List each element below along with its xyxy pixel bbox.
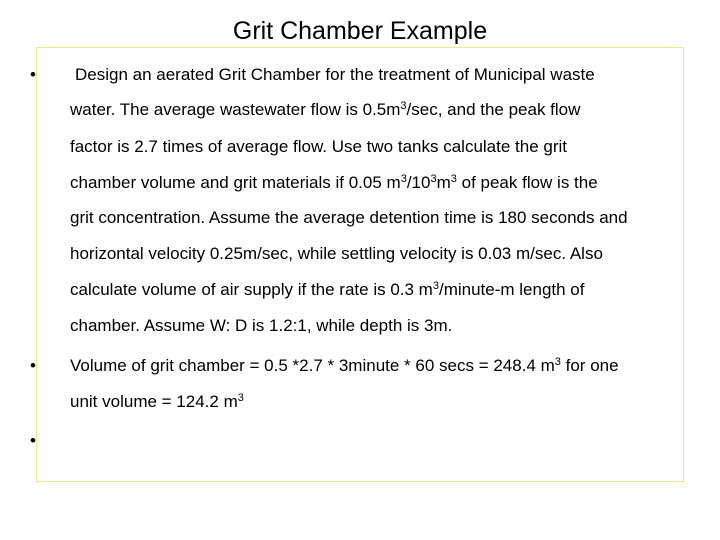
bullet1-line3: factor is 2.7 times of average flow. Use two tanks calculate the grit (70, 137, 568, 156)
bullet2-line2: unit volume = 124.2 $m^3$ (70, 392, 244, 411)
bullet1-line5: grit concentration. Assume the average detention time is 180 seconds and (70, 208, 628, 227)
bullet1-line4: chamber volume and grit materials if 0.05 $m^3/10^3m^3$ of peak flow is the (70, 173, 598, 192)
bullet1-line2: water. The average wastewater flow is $0.5m^3/\sec$, and the peak flow (70, 100, 581, 119)
bullet1-line8: chamber. Assume W: D is 1.2:1, while depth is 3m. (70, 316, 453, 335)
bullet-marker: • (30, 356, 36, 375)
bullet1-line7: calculate volume of air supply if the rate is 0.3 $m^3/minute-m$ length of (70, 280, 585, 299)
bullet-marker: • (30, 431, 36, 450)
bullet1-line1: Design an aerated Grit Chamber for the treatment of Municipal waste (75, 65, 595, 84)
slide-title: Grit Chamber Example (232, 17, 488, 45)
bullet-marker: • (30, 65, 36, 84)
bullet1-line6: horizontal velocity 0.25m/sec, while settling velocity is 0.03 m/sec. Also (70, 244, 603, 263)
bullet2-line1: Volume of grit chamber = 0.5 *2.7 * 3minute * 60 secs = 248.4 $m^3$ for one (70, 356, 619, 375)
